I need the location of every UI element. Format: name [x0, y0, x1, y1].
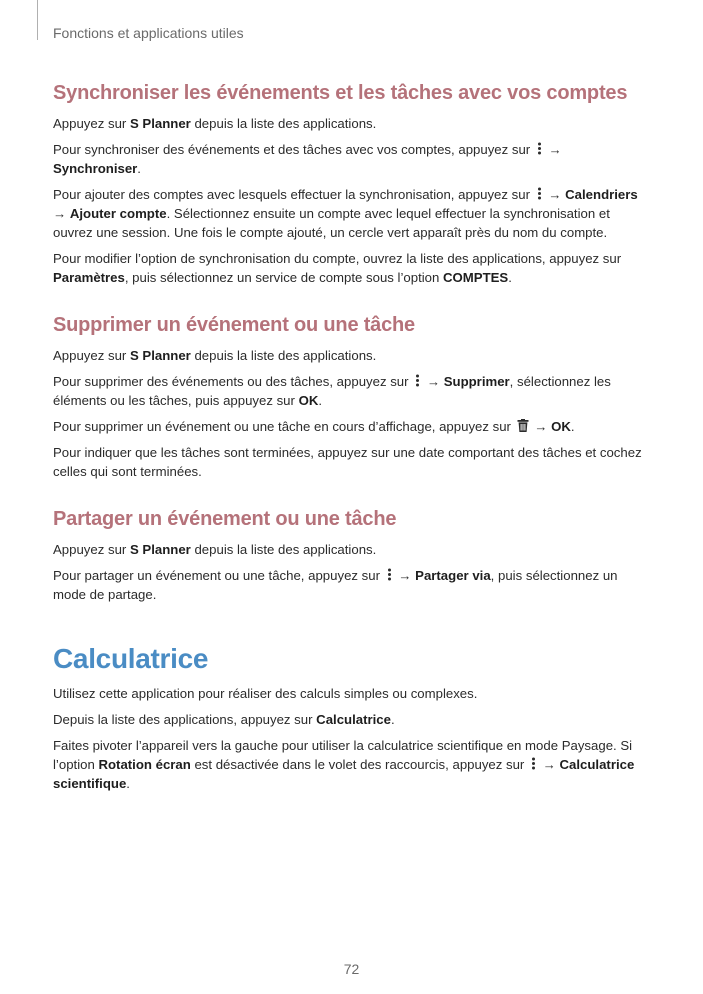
more-options-icon	[530, 757, 537, 770]
bold-term: Synchroniser	[53, 161, 138, 176]
arrow: →	[539, 757, 560, 772]
spacer	[53, 611, 653, 643]
delete-paragraph-4	[53, 443, 653, 481]
page-header: Fonctions et applications utiles	[53, 25, 244, 41]
spacer	[53, 294, 653, 314]
sync-paragraph-4	[53, 249, 653, 287]
text: .	[137, 161, 141, 176]
text: Pour synchroniser des événements et des tâches avec vos comptes, appuyez sur	[53, 142, 534, 157]
delete-paragraph-2	[53, 372, 653, 410]
text: , sélectionnez les éléments ou les tâches, puis appuyez sur	[53, 374, 611, 408]
bold-term: Ajouter compte	[69, 206, 167, 221]
bold-term: Rotation écran	[98, 757, 191, 772]
page-number: 72	[343, 961, 360, 977]
text: est désactivée dans le volet des raccourcis, appuyez sur	[190, 757, 528, 772]
section-title-sync: Synchroniser les événements et les tâches avec vos comptes	[53, 82, 628, 104]
section-title-delete: Supprimer un événement ou une tâche	[53, 314, 415, 336]
bold-term: Calculatrice	[316, 712, 391, 727]
text: , puis sélectionnez un service de compte sous l’option	[124, 270, 444, 285]
sync-paragraph-2	[53, 140, 653, 178]
text: .	[318, 393, 323, 408]
delete-paragraph-3	[53, 417, 653, 436]
text: Appuyez sur	[53, 116, 130, 131]
share-paragraph-2	[53, 566, 653, 604]
more-options-icon	[386, 568, 393, 581]
text: . Sélectionnez ensuite un compte avec lequel effectuer la synchronisation et ouvrez une session. Une fois le compte ajouté, un cercle vert apparaît près du nom du compte.	[53, 206, 610, 240]
bold-term: Calculatrice scientifique	[53, 757, 635, 791]
text: Pour supprimer un événement ou une tâche en cours d’affichage, appuyez sur	[53, 419, 515, 434]
sync-paragraph-3	[53, 185, 653, 242]
calc-paragraph-2	[53, 710, 653, 729]
text: depuis la liste des applications.	[190, 348, 377, 363]
text: .	[508, 270, 512, 285]
sync-paragraph-1	[53, 114, 653, 133]
spacer	[53, 488, 653, 508]
arrow: →	[544, 142, 562, 157]
text: .	[390, 712, 395, 727]
more-options-icon	[414, 374, 421, 387]
bold-term: Calendriers	[565, 187, 638, 202]
text: Pour indiquer que les tâches sont terminées, appuyez sur une date comportant des tâches et cochez celles qui sont terminées.	[53, 445, 642, 479]
section-title-share: Partager un événement ou une tâche	[53, 508, 397, 530]
delete-paragraph-1	[53, 346, 653, 365]
page-content	[53, 82, 653, 800]
calc-paragraph-3	[53, 736, 653, 793]
bold-term: S Planner	[129, 348, 191, 363]
text: Appuyez sur	[53, 348, 130, 363]
bold-term: Partager via	[415, 568, 491, 583]
text: .	[570, 419, 575, 434]
bold-term: S Planner	[129, 116, 191, 131]
text: Pour modifier l’option de synchronisation du compte, ouvrez la liste des applications, appuyez sur	[53, 251, 622, 266]
arrow: →	[423, 374, 444, 389]
text: depuis la liste des applications.	[190, 542, 377, 557]
more-options-icon	[536, 187, 543, 200]
text: Utilisez cette application pour réaliser des calculs simples ou complexes.	[53, 686, 478, 701]
text: .	[126, 776, 130, 791]
bold-term: OK	[551, 419, 571, 434]
arrow: →	[53, 206, 70, 221]
bold-term: COMPTES	[443, 270, 509, 285]
bold-term: Paramètres	[53, 270, 125, 285]
arrow: →	[544, 187, 566, 202]
header-divider	[37, 0, 38, 40]
bold-term: Supprimer	[443, 374, 510, 389]
text: Pour ajouter des comptes avec lesquels effectuer la synchronisation, appuyez sur	[53, 187, 534, 202]
text: Appuyez sur	[53, 542, 130, 557]
text: Depuis la liste des applications, appuyez sur	[53, 712, 317, 727]
trash-icon	[517, 419, 529, 432]
bold-term: S Planner	[129, 542, 191, 557]
arrow: →	[530, 419, 552, 434]
text: , puis sélectionnez un mode de partage.	[53, 568, 618, 602]
arrow: →	[394, 568, 416, 583]
text: Pour partager un événement ou une tâche, appuyez sur	[53, 568, 384, 583]
share-paragraph-1	[53, 540, 653, 559]
chapter-title-calculator: Calculatrice	[53, 643, 209, 674]
text: Faites pivoter l’appareil vers la gauche pour utiliser la calculatrice scientifique en mode Paysage. Si l’option	[53, 738, 633, 772]
text: Pour supprimer des événements ou des tâches, appuyez sur	[53, 374, 413, 389]
calc-paragraph-1	[53, 684, 653, 703]
text: depuis la liste des applications.	[190, 116, 377, 131]
bold-term: OK	[298, 393, 319, 408]
more-options-icon	[536, 142, 543, 155]
